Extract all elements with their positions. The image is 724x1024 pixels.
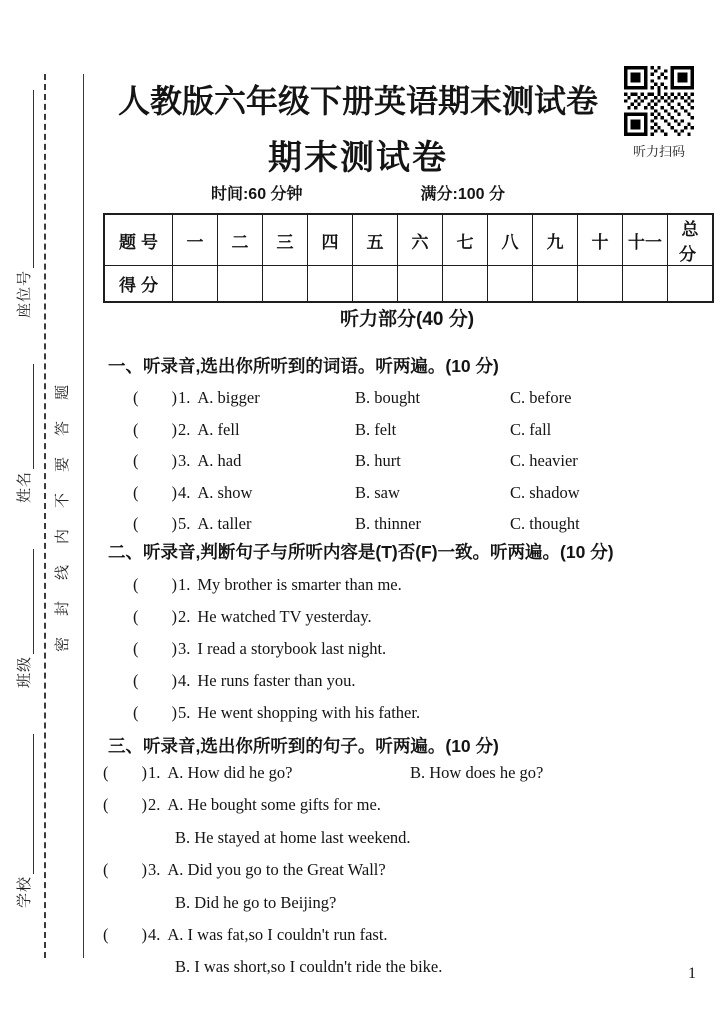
answer-parentheses: ( ) <box>103 924 147 944</box>
score-cell-empty <box>218 266 263 303</box>
seal-solid-line <box>83 74 84 958</box>
item-number: 3. <box>178 639 191 658</box>
score-cell-empty <box>488 266 533 303</box>
seal-dashed-line <box>44 74 46 958</box>
score-table-cell: 五 <box>353 214 398 266</box>
item-number: 4. <box>148 924 161 944</box>
part1-items <box>133 382 703 540</box>
part2-item-5 <box>133 697 703 729</box>
answer-parentheses: ( ) <box>133 514 177 533</box>
option-c: C. thought <box>510 514 580 533</box>
part1-item-5 <box>133 508 703 540</box>
part3-item-1 <box>103 757 713 789</box>
name-blank-line <box>18 364 34 469</box>
listening-section-title: 听力部分(40 分) <box>339 309 475 330</box>
score-table-cell: 二 <box>218 214 263 266</box>
seat-number-blank-line <box>18 90 34 268</box>
student-info-fields <box>6 90 34 908</box>
part3-item-2-b <box>103 822 713 854</box>
part1-item-1 <box>133 382 703 414</box>
class-blank-line <box>18 549 34 654</box>
option-a: A. taller <box>197 514 252 533</box>
score-row-label: 得分 <box>104 266 173 303</box>
option-a: A. How did he go? <box>167 763 293 782</box>
option-c: C. heavier <box>510 451 578 470</box>
option-c: C. fall <box>510 419 552 439</box>
part1-heading: 一、听录音,选出你所听到的词语。听两遍。(10 分) <box>108 356 499 376</box>
score-cell-empty <box>398 266 443 303</box>
sentence: My brother is smarter than me. <box>197 575 402 594</box>
answer-parentheses: ( ) <box>133 639 177 658</box>
score-table-cell: 六 <box>398 214 443 266</box>
option-b: B. I was short,so I couldn't ride the bike. <box>175 957 443 977</box>
part3-heading: 三、听录音,选出你所听到的句子。听两遍。(10 分) <box>108 736 499 756</box>
class-field <box>13 549 34 688</box>
answer-parentheses: ( ) <box>103 860 147 880</box>
item-number: 2. <box>178 607 191 626</box>
score-table-cell: 九 <box>533 214 578 266</box>
option-b: B. Did he go to Beijing? <box>175 892 337 912</box>
school-field <box>13 734 34 908</box>
option-b: B. bought <box>355 388 421 407</box>
sentence: He runs faster than you. <box>197 671 356 690</box>
item-number: 1. <box>178 388 191 407</box>
option-a: A. bigger <box>197 388 260 407</box>
seat-number-field <box>13 90 34 318</box>
seal-warning-text: 密封线内不要答题 <box>54 363 71 652</box>
class-label: 班级 <box>16 656 33 689</box>
score-cell-empty <box>173 266 218 303</box>
listening-qr-code <box>624 66 694 136</box>
score-table-cell: 一 <box>173 214 218 266</box>
option-c: C. shadow <box>510 482 580 502</box>
item-number: 5. <box>178 703 191 722</box>
item-number: 2. <box>148 795 161 815</box>
score-cell-empty <box>533 266 578 303</box>
school-label: 学校 <box>16 875 33 908</box>
score-cell-empty <box>443 266 488 303</box>
item-number: 1. <box>178 575 191 594</box>
sentence: He went shopping with his father. <box>197 703 421 722</box>
part1-item-4 <box>133 477 703 509</box>
score-cell-empty <box>308 266 353 303</box>
score-table-cell: 三 <box>263 214 308 266</box>
score-table-score-row <box>104 266 713 303</box>
part2-item-3 <box>133 633 703 665</box>
item-number: 2. <box>178 419 191 439</box>
qr-code-image <box>624 66 694 136</box>
part3-item-4-b <box>103 951 713 983</box>
exam-info-line <box>96 181 620 204</box>
part2-item-2 <box>133 601 703 633</box>
option-a: A. He bought some gifts for me. <box>167 795 381 815</box>
part3-item-3-a <box>103 854 713 886</box>
option-a: A. had <box>197 451 242 470</box>
score-table-header-row <box>104 214 713 266</box>
score-table <box>103 213 714 303</box>
option-b: B. saw <box>355 482 400 502</box>
part2-heading: 二、听录音,判断句子与所听内容是(T)否(F)一致。听两遍。(10 分) <box>108 542 614 562</box>
option-b: B. How does he go? <box>410 763 544 782</box>
item-number: 4. <box>178 671 191 690</box>
answer-parentheses: ( ) <box>103 763 147 782</box>
score-table-cell: 八 <box>488 214 533 266</box>
answer-parentheses: ( ) <box>133 388 177 407</box>
name-label: 姓名 <box>16 471 33 504</box>
item-number: 4. <box>178 482 191 502</box>
answer-parentheses: ( ) <box>133 575 177 594</box>
option-b: B. felt <box>355 419 397 439</box>
option-a: A. I was fat,so I couldn't run fast. <box>167 924 388 944</box>
exam-time: 时间:60 分钟 <box>210 186 303 203</box>
answer-parentheses: ( ) <box>133 703 177 722</box>
answer-parentheses: ( ) <box>133 671 177 690</box>
option-b: B. thinner <box>355 514 421 533</box>
part3-items <box>103 757 713 984</box>
part1-item-2 <box>133 414 703 446</box>
name-field <box>13 364 34 503</box>
sentence: I read a storybook last night. <box>197 639 387 658</box>
part1-item-3 <box>133 445 703 477</box>
part2-item-1 <box>133 569 703 601</box>
part3-item-4-a <box>103 919 713 951</box>
sentence: He watched TV yesterday. <box>197 607 372 626</box>
answer-parentheses: ( ) <box>133 419 177 439</box>
item-number: 5. <box>178 514 191 533</box>
part2-items <box>133 569 703 729</box>
score-cell-empty <box>668 266 714 303</box>
item-number: 3. <box>178 451 191 470</box>
part2-item-4 <box>133 665 703 697</box>
score-table-cell: 题号 <box>104 214 173 266</box>
score-table-cell: 总分 <box>668 214 714 266</box>
answer-parentheses: ( ) <box>133 482 177 502</box>
score-cell-empty <box>623 266 668 303</box>
score-table-cell: 七 <box>443 214 488 266</box>
part3-item-2-a <box>103 789 713 821</box>
score-cell-empty <box>353 266 398 303</box>
item-number: 1. <box>148 763 161 782</box>
score-table-cell: 四 <box>308 214 353 266</box>
option-b: B. hurt <box>355 451 401 470</box>
answer-parentheses: ( ) <box>133 607 177 626</box>
score-table-cell: 十 <box>578 214 623 266</box>
option-a: A. fell <box>197 419 240 439</box>
answer-parentheses: ( ) <box>133 451 177 470</box>
score-table-cell: 十一 <box>623 214 668 266</box>
paper-title: 人教版六年级下册英语期末测试卷 <box>117 83 598 119</box>
option-b: B. He stayed at home last weekend. <box>175 827 411 847</box>
seat-number-label: 座位号 <box>16 270 33 319</box>
score-cell-empty <box>263 266 308 303</box>
item-number: 3. <box>148 860 161 880</box>
answer-parentheses: ( ) <box>103 795 147 815</box>
exam-full-score: 满分:100 分 <box>420 186 506 203</box>
option-c: C. before <box>510 388 572 407</box>
school-blank-line <box>18 734 34 874</box>
option-a: A. Did you go to the Great Wall? <box>167 860 386 880</box>
part3-item-3-b <box>103 887 713 919</box>
score-cell-empty <box>578 266 623 303</box>
option-a: A. show <box>197 482 253 502</box>
page-number: 1 <box>688 965 696 982</box>
paper-subtitle: 期末测试卷 <box>268 139 448 177</box>
qr-caption: 听力扫码 <box>632 144 685 159</box>
